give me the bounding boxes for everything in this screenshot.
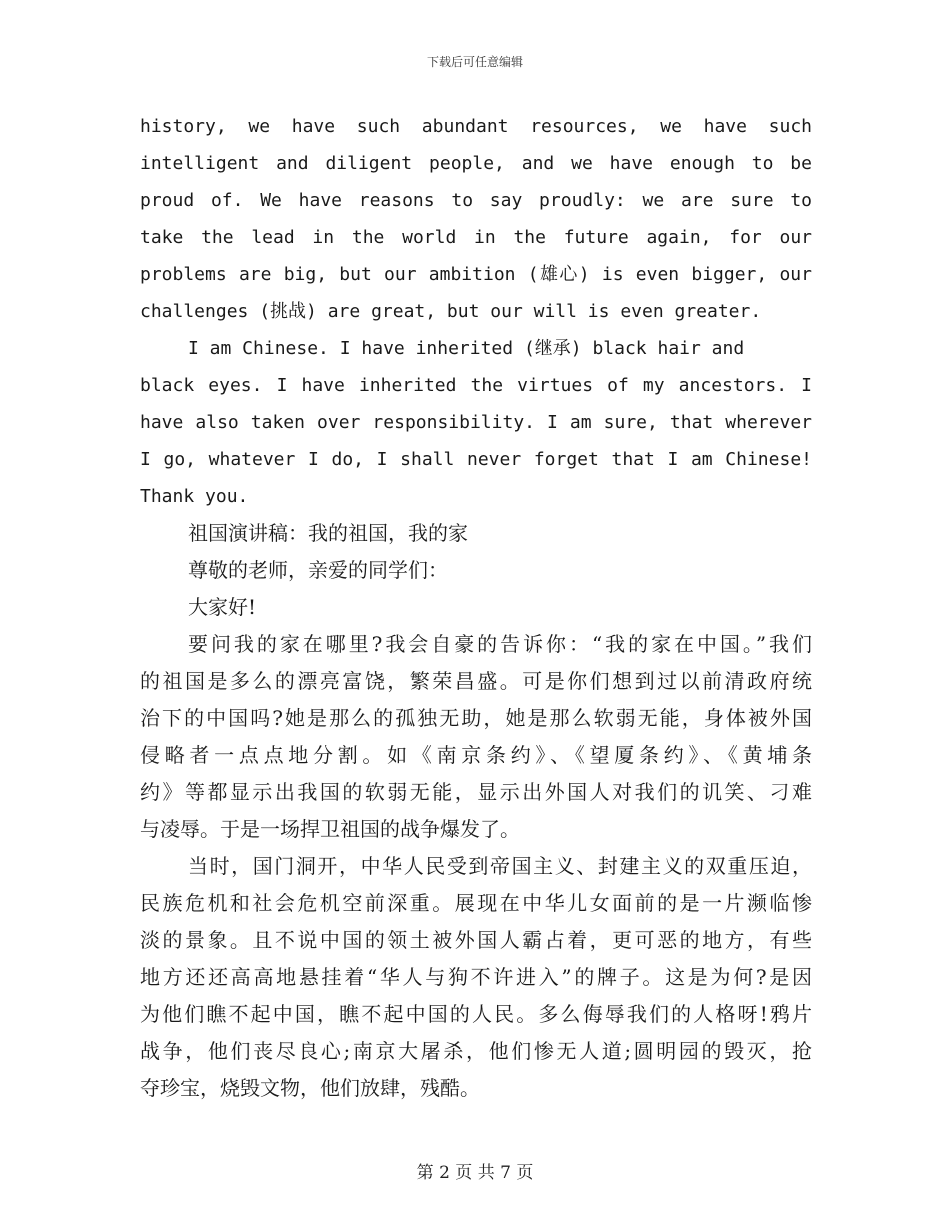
- paragraph-start-line: 要问我的家在哪里?我会自豪的告诉你：“我的家在中国。”我们: [188, 632, 812, 656]
- body-line: 侵略者一点点地分割。如《南京条约》、《望厦条约》、《黄埔条: [140, 743, 812, 767]
- body-line: proud of. We have reasons to say proudly: we are sure to: [140, 190, 812, 211]
- body-line: black eyes. I have inherited the virtues of my ancestors. I: [140, 375, 812, 396]
- body-line: 夺珍宝，烧毁文物，他们放肆，残酷。: [140, 1076, 480, 1100]
- body-line: 治下的中国吗?她是那么的孤独无助，她是那么软弱无能，身体被外国: [140, 706, 812, 730]
- body-line: take the lead in the world in the future again, for our: [140, 227, 812, 248]
- body-line: challenges (挑战) are great, but our will is even greater.: [140, 301, 762, 322]
- salutation: 尊敬的老师，亲爱的同学们：: [188, 558, 448, 582]
- document-body: [140, 108, 812, 1107]
- paragraph-start-line: 当时，国门洞开，中华人民受到帝国主义、封建主义的双重压迫，: [188, 854, 812, 878]
- body-line: 的祖国是多么的漂亮富饶，繁荣昌盛。可是你们想到过以前清政府统: [140, 669, 812, 693]
- body-line: intelligent and diligent people, and we have enough to be: [140, 153, 812, 174]
- body-line: 淡的景象。且不说中国的领土被外国人霸占着，更可恶的地方，有些: [140, 928, 812, 952]
- body-line: I go, whatever I do, I shall never forget that I am Chinese!: [140, 449, 812, 470]
- body-line: 地方还还高高地悬挂着“华人与狗不许进入”的牌子。这是为何?是因: [140, 965, 812, 989]
- page-number-footer: 第 2 页 共 7 页: [416, 1163, 534, 1183]
- body-line: 与凌辱。于是一场捍卫祖国的战争爆发了。: [140, 817, 520, 841]
- body-line: 约》等都显示出我国的软弱无能，显示出外国人对我们的讥笑、刁难: [140, 780, 812, 804]
- body-line: history, we have such abundant resources, we have such: [140, 116, 812, 137]
- body-line: 战争，他们丧尽良心;南京大屠杀，他们惨无人道;圆明园的毁灭，抢: [140, 1039, 812, 1063]
- body-line: 民族危机和社会危机空前深重。展现在中华儿女面前的是一片濒临惨: [140, 891, 812, 915]
- body-line: have also taken over responsibility. I am sure, that wherever: [140, 412, 812, 433]
- body-line: 为他们瞧不起中国，瞧不起中国的人民。多么侮辱我们的人格呀!鸦片: [140, 1002, 812, 1026]
- page-header: 下载后可任意编辑: [426, 55, 523, 69]
- paragraph-start-line: I am Chinese. I have inherited (继承) black hair and: [188, 338, 745, 359]
- greeting: 大家好!: [188, 595, 257, 619]
- body-line: Thank you.: [140, 486, 249, 507]
- body-line: problems are big, but our ambition (雄心) is even bigger, our: [140, 264, 812, 285]
- speech-title: 祖国演讲稿：我的祖国，我的家: [188, 521, 468, 545]
